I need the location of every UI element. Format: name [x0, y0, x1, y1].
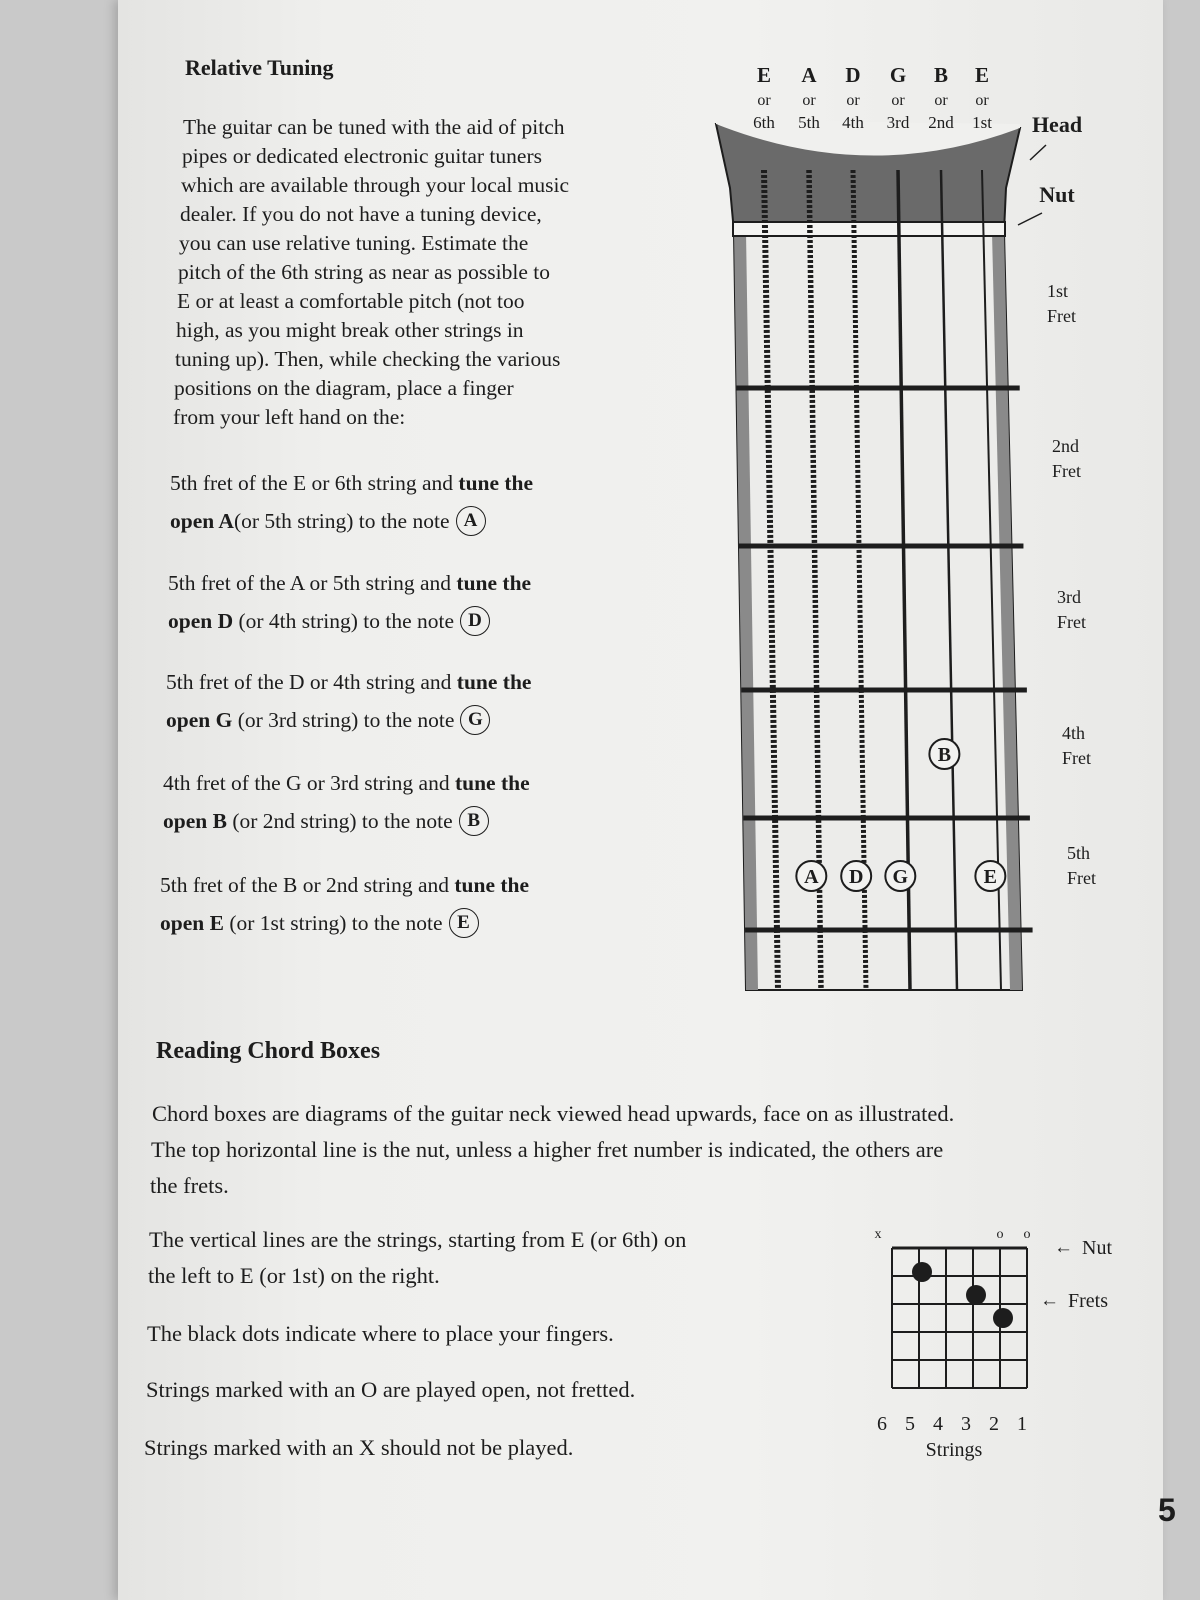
- chord-nut-label: Nut: [1082, 1237, 1112, 1259]
- intro-line: you can use relative tuning. Estimate the: [179, 231, 529, 255]
- head-label: Head: [1031, 112, 1083, 137]
- step-text: 5th fret of the B or 2nd string and: [160, 873, 455, 897]
- string-number: 6th: [753, 113, 775, 132]
- intro-line: pitch of the 6th string as near as possible to: [178, 260, 550, 284]
- fret-number-label: 5th: [1067, 843, 1091, 863]
- marker-note: E: [983, 866, 998, 888]
- chord-para-line: The top horizontal line is the nut, unless a higher fret number is indicated, the others are: [151, 1137, 944, 1162]
- muted-mark: x: [874, 1227, 882, 1242]
- step-open-string: open A: [170, 509, 234, 533]
- string-name: G: [889, 63, 907, 87]
- chord-frets-label: Frets: [1068, 1290, 1108, 1312]
- string-name: E: [974, 63, 990, 87]
- chord-para-line: the frets.: [150, 1173, 229, 1198]
- step-emphasis: tune the: [454, 771, 530, 795]
- neck-structure: [716, 120, 1022, 990]
- fret-number-label: 2nd: [1052, 436, 1079, 456]
- intro-line: which are available through your local music: [181, 173, 570, 197]
- step-emphasis: tune the: [456, 670, 532, 694]
- string-name: B: [933, 63, 949, 87]
- step-open-string: open D: [168, 609, 234, 633]
- marker-note: D: [848, 866, 864, 888]
- string-number: 2nd: [928, 113, 954, 132]
- chord-para-line: Chord boxes are diagrams of the guitar neck viewed head upwards, face on as illustrated.: [152, 1101, 955, 1126]
- string-number: 3rd: [886, 113, 910, 132]
- string-name: D: [845, 63, 861, 87]
- open-mark: o: [996, 1227, 1004, 1242]
- chord-frets-arrow: ←: [1040, 1290, 1059, 1311]
- note-circle: E: [449, 908, 479, 938]
- fret-word-label: Fret: [1052, 461, 1081, 481]
- step-text: (or 5th string) to the note: [233, 509, 450, 533]
- strings-label: Strings: [925, 1439, 983, 1461]
- intro-line: positions on the diagram, place a finger: [174, 376, 514, 400]
- string-number-label: 6: [877, 1413, 887, 1435]
- chord-para-line: Strings marked with an X should not be played.: [144, 1435, 574, 1460]
- string-name: E: [756, 63, 772, 87]
- string-number-label: 2: [989, 1413, 999, 1435]
- step-emphasis: tune the: [454, 873, 530, 897]
- marker-note: G: [892, 866, 909, 888]
- nut-arrow: [1018, 213, 1042, 225]
- fret-word-label: Fret: [1067, 868, 1096, 888]
- step-text: (or 2nd string) to the note: [226, 809, 453, 833]
- step-open-string: open G: [166, 708, 233, 732]
- note-circle: B: [459, 806, 489, 836]
- string-number-label: 4: [933, 1413, 943, 1435]
- step-emphasis: tune the: [458, 471, 534, 495]
- string-or: or: [846, 92, 860, 109]
- head-arrow: [1030, 145, 1046, 160]
- finger-dot: [912, 1262, 932, 1282]
- chord-para-line: Strings marked with an O are played open, not fretted.: [146, 1377, 636, 1402]
- string-or: or: [934, 92, 948, 109]
- intro-line: high, as you might break other strings in: [176, 318, 524, 342]
- step-text: 5th fret of the D or 4th string and: [166, 670, 457, 694]
- string-name: A: [801, 63, 817, 87]
- note-circle: A: [456, 506, 486, 536]
- chord-para-line: The black dots indicate where to place your fingers.: [147, 1321, 614, 1346]
- string-or: or: [975, 92, 989, 109]
- step-text: (or 3rd string) to the note: [232, 708, 455, 732]
- intro-line: from your left hand on the:: [173, 405, 406, 429]
- string-number: 5th: [798, 113, 820, 132]
- fret-word-label: Fret: [1057, 612, 1086, 632]
- intro-line: tuning up). Then, while checking the various: [175, 347, 561, 371]
- step-emphasis: tune the: [456, 571, 532, 595]
- intro-line: E or at least a comfortable pitch (not too: [177, 289, 525, 313]
- fret-word-label: Fret: [1062, 748, 1091, 768]
- fret-number-label: 4th: [1062, 723, 1086, 743]
- marker-note: A: [804, 866, 819, 888]
- finger-dot: [966, 1285, 986, 1305]
- chord-nut-arrow: ←: [1054, 1237, 1073, 1258]
- string-number-label: 1: [1017, 1413, 1027, 1435]
- string-number: 4th: [842, 113, 864, 132]
- step-open-string: open B: [163, 809, 227, 833]
- step-text: 5th fret of the A or 5th string and: [168, 571, 457, 595]
- relative-tuning-heading: Relative Tuning: [185, 55, 334, 80]
- open-mark: o: [1023, 1227, 1031, 1242]
- finger-dot: [993, 1308, 1013, 1328]
- step-open-string: open E: [160, 911, 224, 935]
- step-text: (or 1st string) to the note: [223, 911, 443, 935]
- intro-line: dealer. If you do not have a tuning device,: [180, 202, 542, 226]
- string-or: or: [802, 92, 816, 109]
- fret-number-label: 3rd: [1057, 587, 1081, 607]
- chord-para-line: The vertical lines are the strings, starting from E (or 6th) on: [149, 1227, 687, 1252]
- intro-line: pipes or dedicated electronic guitar tuners: [182, 144, 542, 168]
- string-number: 1st: [972, 113, 992, 132]
- string-number-label: 5: [905, 1413, 915, 1435]
- string-or: or: [891, 92, 905, 109]
- nut: [733, 222, 1005, 236]
- step-text: 5th fret of the E or 6th string and: [170, 471, 459, 495]
- nut-label: Nut: [1039, 182, 1075, 207]
- string-number-label: 3: [961, 1413, 971, 1435]
- string-or: or: [757, 92, 771, 109]
- step-text: (or 4th string) to the note: [233, 609, 455, 633]
- chord-box-diagram: [860, 1220, 1150, 1470]
- fret-number-label: 1st: [1047, 281, 1069, 301]
- marker-note: B: [937, 744, 952, 766]
- step-text: 4th fret of the G or 3rd string and: [163, 771, 455, 795]
- intro-line: The guitar can be tuned with the aid of pitch: [183, 115, 565, 139]
- fret-word-label: Fret: [1047, 306, 1076, 326]
- page-number: 5: [1158, 1492, 1176, 1528]
- note-circle: G: [460, 705, 490, 735]
- note-circle: D: [460, 606, 490, 636]
- chord-para-line: the left to E (or 1st) on the right.: [148, 1263, 440, 1288]
- chord-boxes-heading: Reading Chord Boxes: [156, 1038, 381, 1064]
